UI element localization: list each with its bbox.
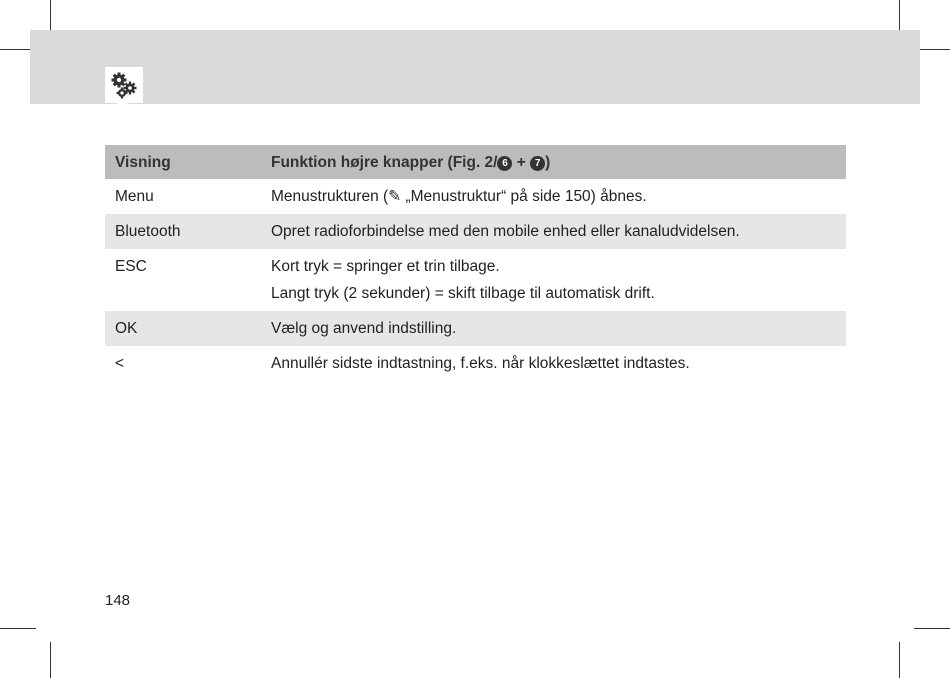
row-function <box>261 311 846 346</box>
function-line: Annullér sidste indtastning, f.eks. når klokkeslættet indtastes. <box>271 355 690 372</box>
table-header-row <box>105 145 846 179</box>
function-line: Menustrukturen (✎ „Menustruktur“ på side 150) åbnes. <box>271 188 647 205</box>
row-function <box>261 179 846 214</box>
table-row <box>105 249 846 311</box>
header-visning: Visning <box>105 145 261 179</box>
row-label-menu: Menu <box>115 188 154 205</box>
row-function <box>261 346 846 381</box>
table-row <box>105 311 846 346</box>
crop-mark <box>914 628 950 629</box>
page-number: 148 <box>105 592 131 609</box>
header-funktion-text: Funktion højre knapper (Fig. 2/ <box>271 153 498 171</box>
row-label-ok: OK <box>105 311 261 346</box>
function-line: Kort tryk = springer et trin tilbage. <box>271 258 500 275</box>
row-label-esc: ESC <box>115 258 147 275</box>
crop-mark <box>0 628 36 629</box>
header-band <box>30 30 920 104</box>
table-row <box>105 214 846 249</box>
header-plus: + <box>512 153 531 171</box>
function-line: Langt tryk (2 sekunder) = skift tilbage til automatisk drift. <box>271 285 655 302</box>
table-row <box>105 346 846 381</box>
function-line: Vælg og anvend indstilling. <box>271 320 457 337</box>
function-table <box>105 145 846 381</box>
row-function <box>261 249 846 311</box>
gears-icon <box>105 67 143 103</box>
figure-ref-7-badge: 7 <box>530 156 545 171</box>
row-function <box>261 214 846 249</box>
function-line: Opret radioforbindelse med den mobile enhed eller kanaludvidelsen. <box>271 223 740 240</box>
row-label-bluetooth: Bluetooth <box>105 214 261 249</box>
table-row <box>105 179 846 214</box>
crop-mark <box>50 642 51 678</box>
icon-pointer <box>117 103 129 112</box>
row-label-back: < <box>115 355 125 372</box>
header-close: ) <box>545 153 551 171</box>
figure-ref-6-badge: 6 <box>497 156 512 171</box>
crop-mark <box>899 642 900 678</box>
header-funktion <box>261 145 846 179</box>
